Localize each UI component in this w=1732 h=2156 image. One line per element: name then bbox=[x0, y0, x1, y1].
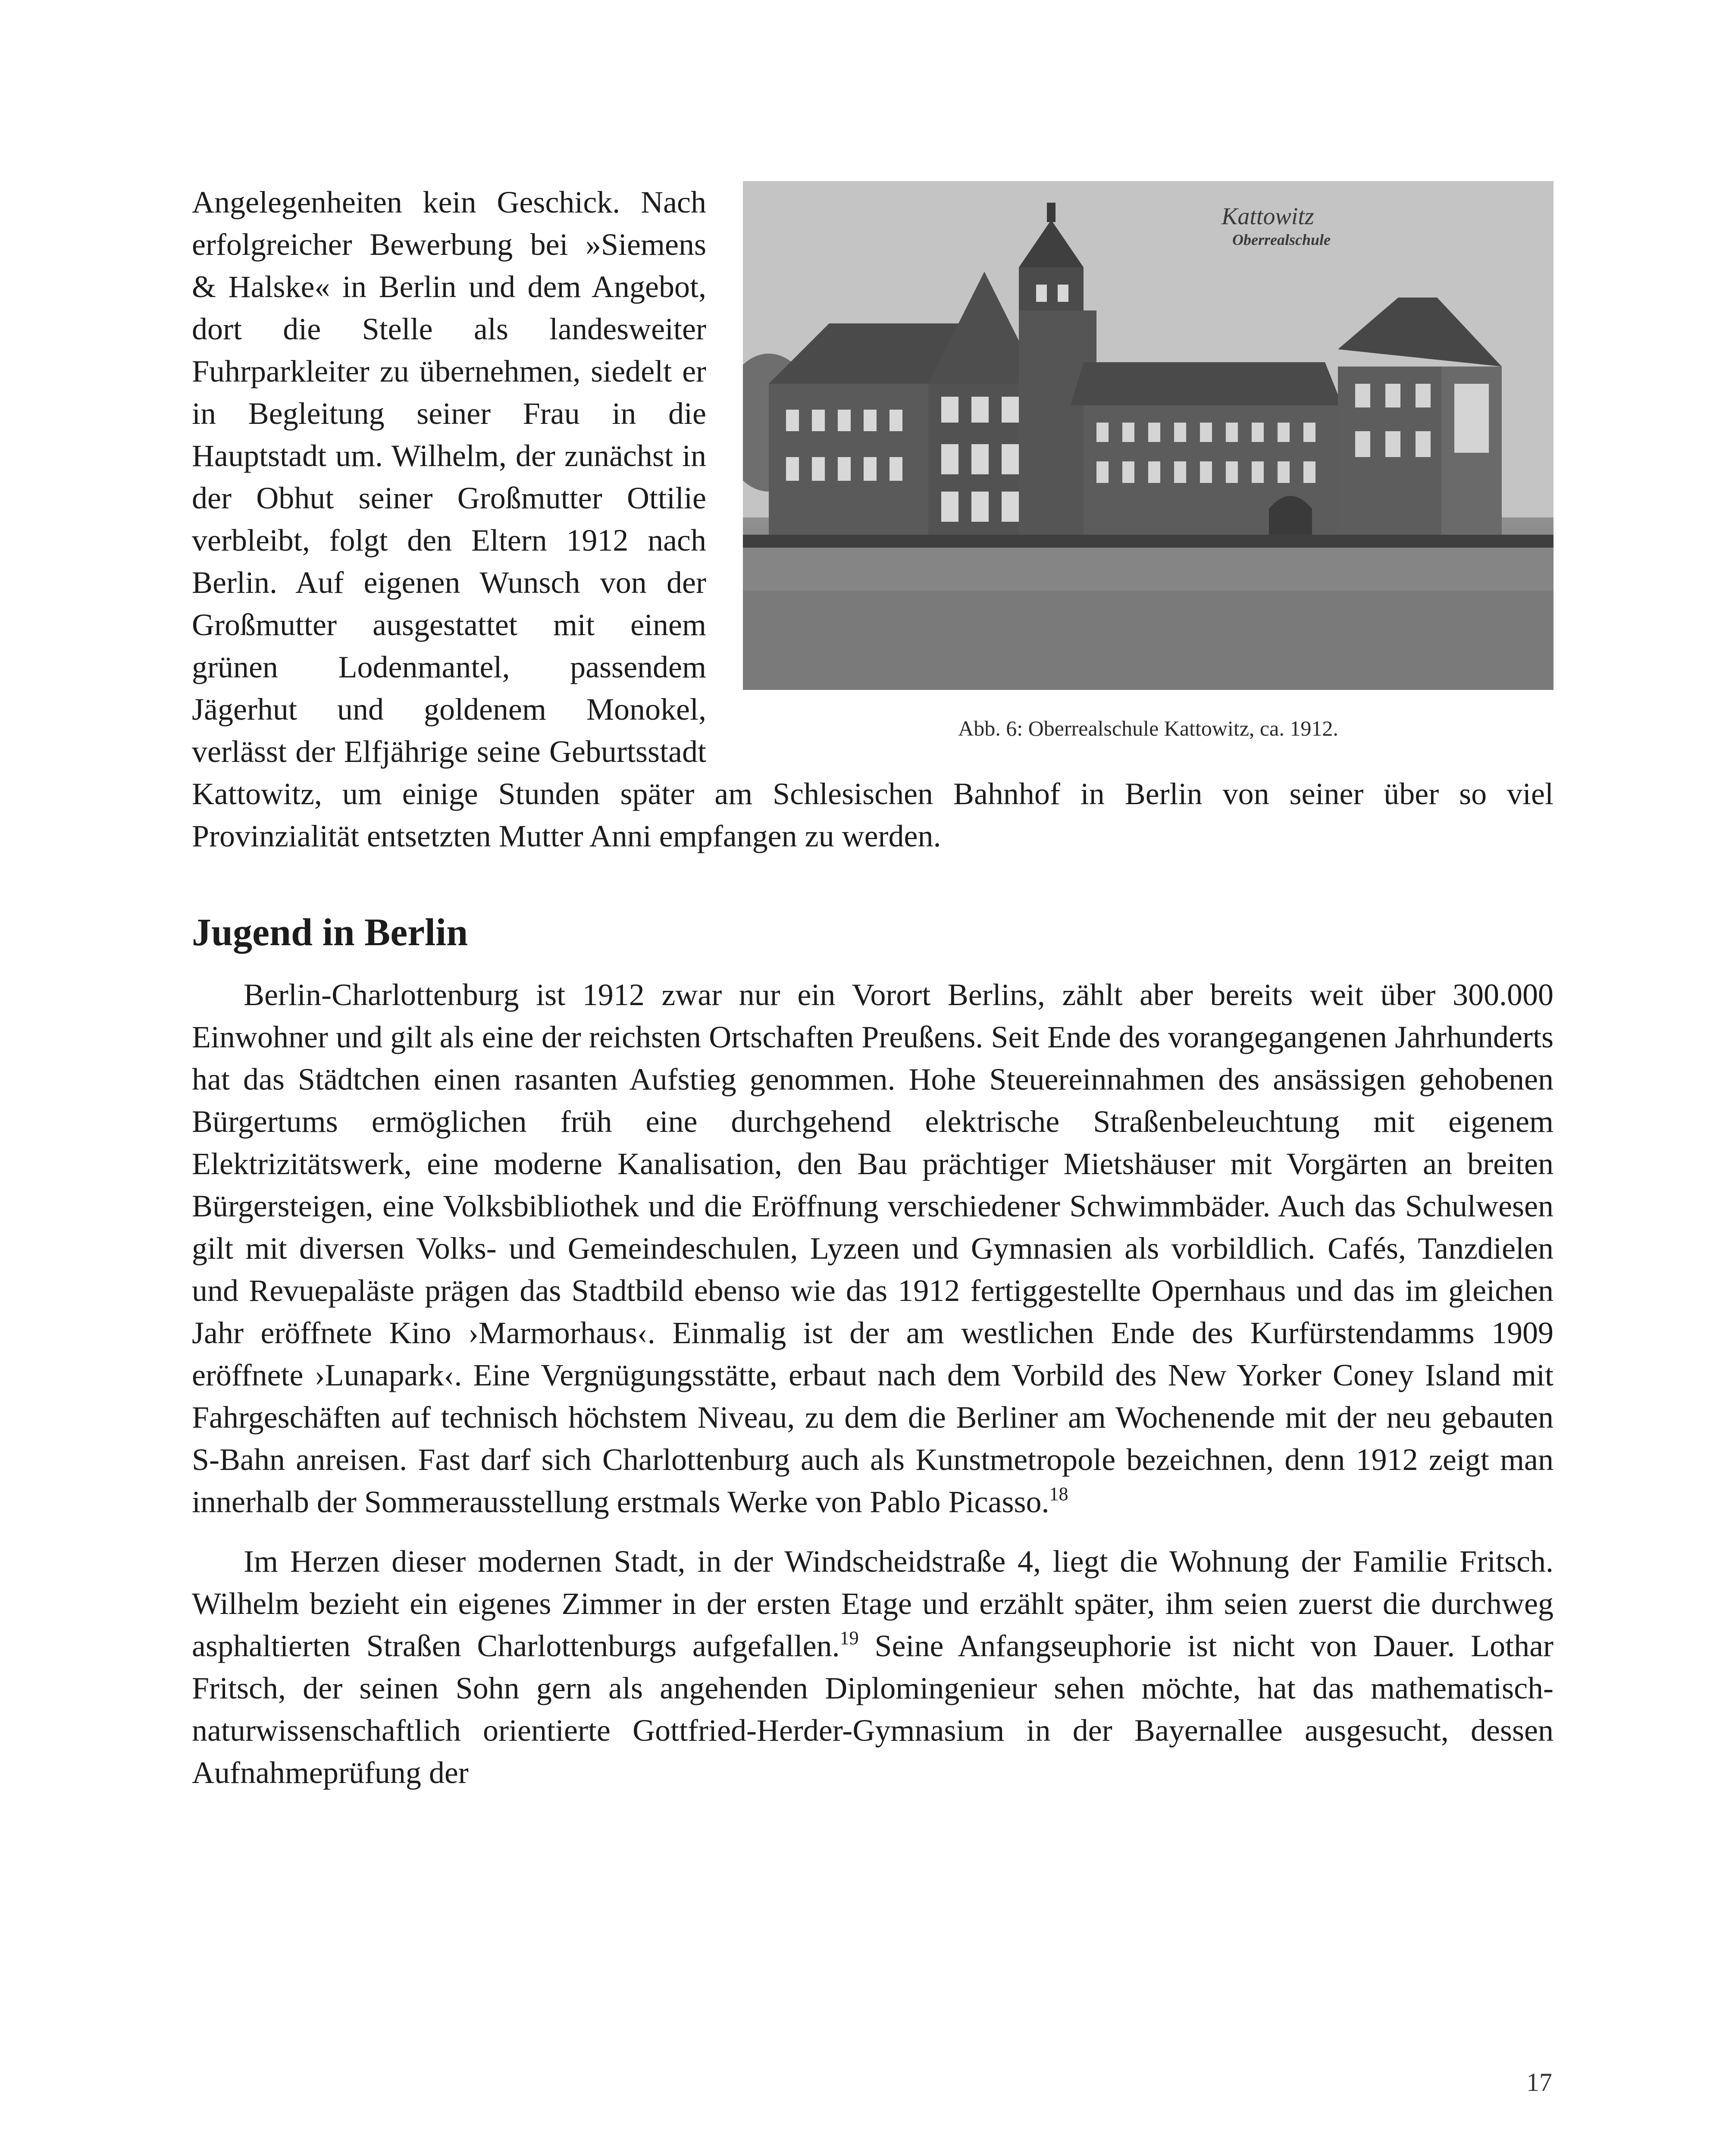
paragraph-1-text: Berlin-Charlottenburg ist 1912 zwar nur ein Vorort Berlins, zählt aber bereits weit über 300.000 Einwohner und gilt als eine der reichsten Ortschaften Preußens. Seit Ende des vorangegangenen Jahrhunderts hat das Städtchen einen rasanten Aufstieg genommen. Hohe Steuereinnahmen des ansässigen gehobenen Bürgertums ermöglichen früh eine durchgehend elektrische Straßenbeleuchtung mit eigenem Elektrizitätswerk, eine moderne Kanalisation, den Bau prächtiger Mietshäuser mit Vorgärten an breiten Bürgersteigen, eine Volksbibliothek und die Eröffnung verschiedener Schwimmbäder. Auch das Schulwesen gilt mit diversen Volks- und Gemeindeschulen, Lyzeen und Gymnasien als vorbildlich. Cafés, Tanzdielen und Revuepaläste prägen das Stadtbild ebenso wie das 1912 fertiggestellte Opernhaus und das im gleichen Jahr eröffnete Kino ›Marmorhaus‹. Einmalig ist der am westlichen Ende des Kurfürstendamms 1909 eröffnete ›Lunapark‹. Eine Vergnügungsstätte, erbaut nach dem Vorbild des New Yorker Coney Island mit Fahrgeschäften auf technisch höchstem Niveau, zu dem die Berliner am Wochenende mit der neu gebauten S-Bahn anreisen. Fast darf sich Charlottenburg auch als Kunstmetropole bezeichnen, denn 1912 zeigt man innerhalb der Sommerausstellung erstmals Werke von Pablo Picasso. bbox=[192, 978, 1553, 1519]
intro-paragraph: Angelegenheiten kein Geschick. Nach erfolgreicher Bewerbung bei »Siemens & Halske« in Berlin und dem Angebot, dort die Stelle als landesweiter Fuhrparkleiter zu übernehmen, siedelt er in Begleitung seiner Frau in die Hauptstadt um. Wilhelm, der zunächst in der Obhut seiner Großmutter Ottilie verbleibt, folgt den Eltern 1912 nach Berlin. Auf eigenen Wunsch von der Großmutter ausgestattet mit einem grünen Lodenmantel, passendem Jägerhut und goldenem Monokel, verlässt der Elfjährige seine Geburtsstadt Kattowitz, um einige Stunden später am Schlesischen Bahnhof in Berlin von seiner über so viel Provinzialität entsetzten Mutter Anni empfangen zu werden. bbox=[192, 185, 1553, 853]
figure-caption: Abb. 6: Oberrealschule Kattowitz, ca. 1912. bbox=[958, 716, 1338, 740]
footnote-ref-18[interactable]: 18 bbox=[1049, 1483, 1068, 1504]
page-number: 17 bbox=[1526, 2068, 1552, 2096]
footnote-ref-19[interactable]: 19 bbox=[839, 1627, 859, 1648]
school-photo bbox=[743, 181, 1553, 690]
photo-stamp-city: Kattowitz bbox=[1221, 203, 1314, 230]
paragraph-2-text-b: Seine Anfangseuphorie ist nicht von Dauer. Lothar Fritsch, der seinen Sohn gern als angehenden Diplomingenieur sehen möchte, hat das mathematisch-naturwissenschaftlich orientierte Gottfried-Herder-Gymnasium in der Bayernallee ausgesucht, dessen Aufnahmeprüfung der bbox=[192, 1629, 1554, 1790]
body-paragraph-1 bbox=[192, 974, 1553, 1523]
figure-6 bbox=[743, 181, 1553, 741]
section-heading: Jugend in Berlin bbox=[192, 911, 468, 954]
photo-stamp-subtitle: Oberrealschule bbox=[1232, 231, 1331, 248]
body-paragraph-2 bbox=[192, 1540, 1553, 1794]
school-building-illustration bbox=[743, 181, 1553, 690]
page-content bbox=[192, 181, 1553, 1794]
paragraph-2-text-a: Im Herzen dieser modernen Stadt, in der Windscheidstraße 4, liegt die Wohnung der Familie Fritsch. Wilhelm bezieht ein eigenes Zimmer in der ersten Etage und erzählt später, ihm seien zuerst die durchweg asphaltierten Straßen Charlottenburgs aufgefallen. bbox=[192, 1544, 1553, 1663]
